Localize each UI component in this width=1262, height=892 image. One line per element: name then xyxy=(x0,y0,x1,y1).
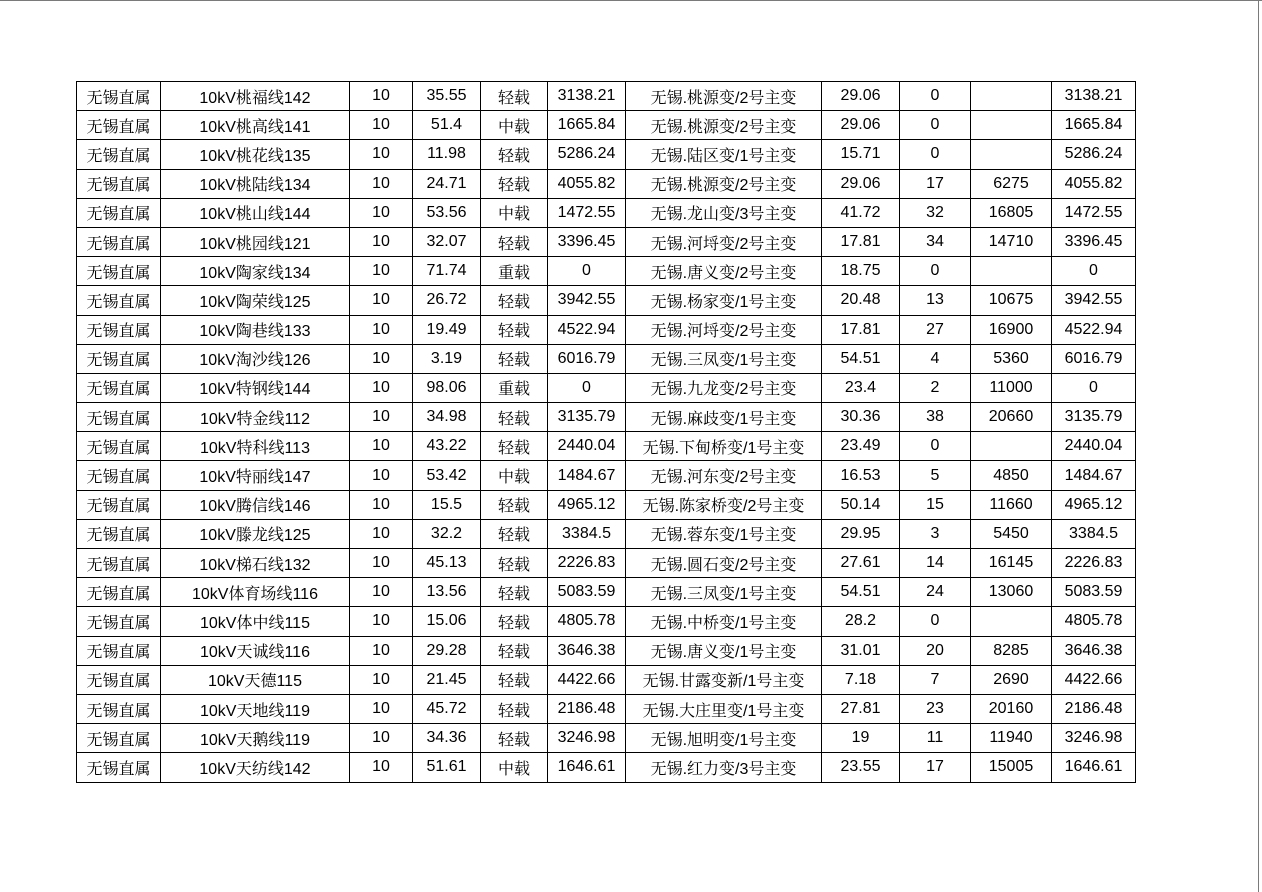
transformer-load-cell: 28.2 xyxy=(822,607,900,636)
user-count-cell: 32 xyxy=(900,198,971,227)
region-cell: 无锡直属 xyxy=(77,286,161,315)
transformer-load-cell: 29.95 xyxy=(822,519,900,548)
table-row xyxy=(77,257,1136,286)
load-status-cell: 轻载 xyxy=(481,169,548,198)
available-capacity-cell: 4965.12 xyxy=(1052,490,1136,519)
load-status-cell: 轻载 xyxy=(481,636,548,665)
capacity-cell: 2226.83 xyxy=(548,549,626,578)
load-status-cell: 轻载 xyxy=(481,724,548,753)
load-rate-cell: 26.72 xyxy=(413,286,481,315)
user-capacity-cell: 11660 xyxy=(971,490,1052,519)
feeder-name-cell: 10kV特钢线144 xyxy=(161,373,350,402)
user-capacity-cell: 16900 xyxy=(971,315,1052,344)
feeder-name-cell: 10kV特丽线147 xyxy=(161,461,350,490)
available-capacity-cell: 5286.24 xyxy=(1052,140,1136,169)
transformer-cell: 无锡.麻歧变/1号主变 xyxy=(626,403,822,432)
voltage-cell: 10 xyxy=(350,724,413,753)
load-status-cell: 轻载 xyxy=(481,140,548,169)
transformer-cell: 无锡.下甸桥变/1号主变 xyxy=(626,432,822,461)
load-rate-cell: 45.13 xyxy=(413,549,481,578)
feeder-name-cell: 10kV梯石线132 xyxy=(161,549,350,578)
page-top-border xyxy=(0,0,1262,1)
transformer-cell: 无锡.旭明变/1号主变 xyxy=(626,724,822,753)
voltage-cell: 10 xyxy=(350,373,413,402)
load-rate-cell: 32.07 xyxy=(413,227,481,256)
voltage-cell: 10 xyxy=(350,753,413,782)
feeder-name-cell: 10kV天地线119 xyxy=(161,694,350,723)
user-capacity-cell: 14710 xyxy=(971,227,1052,256)
load-status-cell: 重载 xyxy=(481,373,548,402)
user-capacity-cell: 6275 xyxy=(971,169,1052,198)
voltage-cell: 10 xyxy=(350,344,413,373)
table-body xyxy=(77,82,1136,783)
table-row xyxy=(77,694,1136,723)
load-rate-cell: 71.74 xyxy=(413,257,481,286)
transformer-load-cell: 54.51 xyxy=(822,344,900,373)
user-count-cell: 4 xyxy=(900,344,971,373)
transformer-load-cell: 41.72 xyxy=(822,198,900,227)
user-count-cell: 34 xyxy=(900,227,971,256)
transformer-cell: 无锡.红力变/3号主变 xyxy=(626,753,822,782)
transformer-cell: 无锡.河埒变/2号主变 xyxy=(626,227,822,256)
region-cell: 无锡直属 xyxy=(77,636,161,665)
region-cell: 无锡直属 xyxy=(77,490,161,519)
available-capacity-cell: 4522.94 xyxy=(1052,315,1136,344)
capacity-cell: 1646.61 xyxy=(548,753,626,782)
table-row xyxy=(77,315,1136,344)
load-status-cell: 轻载 xyxy=(481,607,548,636)
feeder-name-cell: 10kV淘沙线126 xyxy=(161,344,350,373)
voltage-cell: 10 xyxy=(350,315,413,344)
available-capacity-cell: 0 xyxy=(1052,257,1136,286)
capacity-cell: 3246.98 xyxy=(548,724,626,753)
user-count-cell: 15 xyxy=(900,490,971,519)
voltage-cell: 10 xyxy=(350,198,413,227)
capacity-cell: 3942.55 xyxy=(548,286,626,315)
transformer-load-cell: 15.71 xyxy=(822,140,900,169)
table-row xyxy=(77,403,1136,432)
user-capacity-cell: 20160 xyxy=(971,694,1052,723)
voltage-cell: 10 xyxy=(350,82,413,111)
table-row xyxy=(77,578,1136,607)
user-count-cell: 24 xyxy=(900,578,971,607)
load-rate-cell: 35.55 xyxy=(413,82,481,111)
table-row xyxy=(77,607,1136,636)
transformer-cell: 无锡.唐义变/1号主变 xyxy=(626,636,822,665)
user-capacity-cell: 16145 xyxy=(971,549,1052,578)
capacity-cell: 3384.5 xyxy=(548,519,626,548)
load-rate-cell: 43.22 xyxy=(413,432,481,461)
feeder-name-cell: 10kV陶荣线125 xyxy=(161,286,350,315)
voltage-cell: 10 xyxy=(350,403,413,432)
capacity-cell: 0 xyxy=(548,373,626,402)
load-status-cell: 中载 xyxy=(481,111,548,140)
capacity-cell: 5083.59 xyxy=(548,578,626,607)
capacity-cell: 0 xyxy=(548,257,626,286)
load-rate-cell: 15.5 xyxy=(413,490,481,519)
transformer-load-cell: 29.06 xyxy=(822,169,900,198)
capacity-cell: 3396.45 xyxy=(548,227,626,256)
load-rate-cell: 98.06 xyxy=(413,373,481,402)
feeder-name-cell: 10kV腾信线146 xyxy=(161,490,350,519)
user-count-cell: 0 xyxy=(900,607,971,636)
load-status-cell: 轻载 xyxy=(481,227,548,256)
transformer-load-cell: 20.48 xyxy=(822,286,900,315)
user-count-cell: 27 xyxy=(900,315,971,344)
transformer-load-cell: 27.81 xyxy=(822,694,900,723)
user-capacity-cell: 11000 xyxy=(971,373,1052,402)
available-capacity-cell: 3396.45 xyxy=(1052,227,1136,256)
voltage-cell: 10 xyxy=(350,636,413,665)
transformer-load-cell: 7.18 xyxy=(822,665,900,694)
transformer-load-cell: 27.61 xyxy=(822,549,900,578)
transformer-cell: 无锡.陆区变/1号主变 xyxy=(626,140,822,169)
user-count-cell: 3 xyxy=(900,519,971,548)
load-status-cell: 轻载 xyxy=(481,403,548,432)
user-capacity-cell xyxy=(971,432,1052,461)
transformer-cell: 无锡.桃源变/2号主变 xyxy=(626,111,822,140)
available-capacity-cell: 2440.04 xyxy=(1052,432,1136,461)
available-capacity-cell: 3942.55 xyxy=(1052,286,1136,315)
table-row xyxy=(77,461,1136,490)
transformer-cell: 无锡.蓉东变/1号主变 xyxy=(626,519,822,548)
capacity-cell: 3646.38 xyxy=(548,636,626,665)
table-row xyxy=(77,82,1136,111)
transformer-load-cell: 23.49 xyxy=(822,432,900,461)
user-capacity-cell: 16805 xyxy=(971,198,1052,227)
available-capacity-cell: 1484.67 xyxy=(1052,461,1136,490)
user-capacity-cell: 15005 xyxy=(971,753,1052,782)
region-cell: 无锡直属 xyxy=(77,111,161,140)
table-row xyxy=(77,665,1136,694)
user-capacity-cell xyxy=(971,257,1052,286)
table-row xyxy=(77,227,1136,256)
feeder-name-cell: 10kV特金线112 xyxy=(161,403,350,432)
load-status-cell: 轻载 xyxy=(481,344,548,373)
available-capacity-cell: 0 xyxy=(1052,373,1136,402)
transformer-load-cell: 19 xyxy=(822,724,900,753)
user-count-cell: 0 xyxy=(900,257,971,286)
load-status-cell: 轻载 xyxy=(481,82,548,111)
available-capacity-cell: 1665.84 xyxy=(1052,111,1136,140)
voltage-cell: 10 xyxy=(350,490,413,519)
user-count-cell: 14 xyxy=(900,549,971,578)
capacity-cell: 4805.78 xyxy=(548,607,626,636)
available-capacity-cell: 1472.55 xyxy=(1052,198,1136,227)
feeder-name-cell: 10kV桃山线144 xyxy=(161,198,350,227)
transformer-load-cell: 50.14 xyxy=(822,490,900,519)
feeder-name-cell: 10kV陶家线134 xyxy=(161,257,350,286)
load-status-cell: 中载 xyxy=(481,198,548,227)
user-count-cell: 13 xyxy=(900,286,971,315)
load-status-cell: 轻载 xyxy=(481,490,548,519)
user-capacity-cell: 4850 xyxy=(971,461,1052,490)
user-capacity-cell: 5360 xyxy=(971,344,1052,373)
region-cell: 无锡直属 xyxy=(77,257,161,286)
feeder-name-cell: 10kV陶巷线133 xyxy=(161,315,350,344)
user-count-cell: 38 xyxy=(900,403,971,432)
feeder-name-cell: 10kV桃花线135 xyxy=(161,140,350,169)
region-cell: 无锡直属 xyxy=(77,665,161,694)
capacity-cell: 4965.12 xyxy=(548,490,626,519)
capacity-cell: 3138.21 xyxy=(548,82,626,111)
feeder-name-cell: 10kV天德115 xyxy=(161,665,350,694)
available-capacity-cell: 3138.21 xyxy=(1052,82,1136,111)
table-row xyxy=(77,636,1136,665)
region-cell: 无锡直属 xyxy=(77,432,161,461)
user-capacity-cell xyxy=(971,111,1052,140)
region-cell: 无锡直属 xyxy=(77,227,161,256)
voltage-cell: 10 xyxy=(350,257,413,286)
table-row xyxy=(77,549,1136,578)
transformer-load-cell: 16.53 xyxy=(822,461,900,490)
transformer-cell: 无锡.甘露变新/1号主变 xyxy=(626,665,822,694)
transformer-cell: 无锡.大庄里变/1号主变 xyxy=(626,694,822,723)
voltage-cell: 10 xyxy=(350,665,413,694)
load-status-cell: 中载 xyxy=(481,753,548,782)
load-rate-cell: 11.98 xyxy=(413,140,481,169)
transformer-load-cell: 31.01 xyxy=(822,636,900,665)
load-rate-cell: 21.45 xyxy=(413,665,481,694)
region-cell: 无锡直属 xyxy=(77,694,161,723)
load-rate-cell: 32.2 xyxy=(413,519,481,548)
load-rate-cell: 51.4 xyxy=(413,111,481,140)
user-count-cell: 2 xyxy=(900,373,971,402)
transformer-cell: 无锡.桃源变/2号主变 xyxy=(626,82,822,111)
capacity-cell: 1665.84 xyxy=(548,111,626,140)
region-cell: 无锡直属 xyxy=(77,198,161,227)
available-capacity-cell: 3135.79 xyxy=(1052,403,1136,432)
transformer-load-cell: 30.36 xyxy=(822,403,900,432)
load-rate-cell: 15.06 xyxy=(413,607,481,636)
user-count-cell: 0 xyxy=(900,432,971,461)
available-capacity-cell: 4055.82 xyxy=(1052,169,1136,198)
load-rate-cell: 13.56 xyxy=(413,578,481,607)
user-count-cell: 23 xyxy=(900,694,971,723)
user-capacity-cell: 11940 xyxy=(971,724,1052,753)
table-row xyxy=(77,140,1136,169)
feeder-name-cell: 10kV桃福线142 xyxy=(161,82,350,111)
user-count-cell: 0 xyxy=(900,140,971,169)
load-status-cell: 轻载 xyxy=(481,549,548,578)
load-rate-cell: 34.98 xyxy=(413,403,481,432)
load-rate-cell: 19.49 xyxy=(413,315,481,344)
load-status-cell: 中载 xyxy=(481,461,548,490)
region-cell: 无锡直属 xyxy=(77,140,161,169)
transformer-load-cell: 17.81 xyxy=(822,315,900,344)
load-status-cell: 轻载 xyxy=(481,665,548,694)
load-rate-cell: 3.19 xyxy=(413,344,481,373)
region-cell: 无锡直属 xyxy=(77,724,161,753)
feeder-name-cell: 10kV体育场线116 xyxy=(161,578,350,607)
user-capacity-cell xyxy=(971,140,1052,169)
load-rate-cell: 51.61 xyxy=(413,753,481,782)
table-row xyxy=(77,724,1136,753)
region-cell: 无锡直属 xyxy=(77,549,161,578)
user-count-cell: 20 xyxy=(900,636,971,665)
user-count-cell: 0 xyxy=(900,111,971,140)
region-cell: 无锡直属 xyxy=(77,461,161,490)
load-rate-cell: 45.72 xyxy=(413,694,481,723)
capacity-cell: 1472.55 xyxy=(548,198,626,227)
capacity-cell: 4422.66 xyxy=(548,665,626,694)
load-rate-cell: 29.28 xyxy=(413,636,481,665)
capacity-cell: 6016.79 xyxy=(548,344,626,373)
load-status-cell: 轻载 xyxy=(481,315,548,344)
available-capacity-cell: 5083.59 xyxy=(1052,578,1136,607)
feeder-name-cell: 10kV天诚线116 xyxy=(161,636,350,665)
available-capacity-cell: 4805.78 xyxy=(1052,607,1136,636)
feeder-name-cell: 10kV天鹅线119 xyxy=(161,724,350,753)
transformer-cell: 无锡.三凤变/1号主变 xyxy=(626,578,822,607)
available-capacity-cell: 2186.48 xyxy=(1052,694,1136,723)
load-rate-cell: 34.36 xyxy=(413,724,481,753)
table-row xyxy=(77,519,1136,548)
transformer-cell: 无锡.唐义变/2号主变 xyxy=(626,257,822,286)
user-count-cell: 17 xyxy=(900,169,971,198)
voltage-cell: 10 xyxy=(350,111,413,140)
available-capacity-cell: 3646.38 xyxy=(1052,636,1136,665)
voltage-cell: 10 xyxy=(350,694,413,723)
voltage-cell: 10 xyxy=(350,461,413,490)
table-row xyxy=(77,344,1136,373)
region-cell: 无锡直属 xyxy=(77,82,161,111)
capacity-cell: 4055.82 xyxy=(548,169,626,198)
available-capacity-cell: 1646.61 xyxy=(1052,753,1136,782)
transformer-load-cell: 29.06 xyxy=(822,111,900,140)
capacity-cell: 3135.79 xyxy=(548,403,626,432)
region-cell: 无锡直属 xyxy=(77,607,161,636)
feeder-name-cell: 10kV桃陆线134 xyxy=(161,169,350,198)
transformer-cell: 无锡.陈家桥变/2号主变 xyxy=(626,490,822,519)
load-status-cell: 重载 xyxy=(481,257,548,286)
region-cell: 无锡直属 xyxy=(77,753,161,782)
transformer-cell: 无锡.龙山变/3号主变 xyxy=(626,198,822,227)
transformer-load-cell: 54.51 xyxy=(822,578,900,607)
capacity-cell: 2440.04 xyxy=(548,432,626,461)
user-capacity-cell: 2690 xyxy=(971,665,1052,694)
region-cell: 无锡直属 xyxy=(77,344,161,373)
available-capacity-cell: 4422.66 xyxy=(1052,665,1136,694)
user-capacity-cell: 8285 xyxy=(971,636,1052,665)
feeder-name-cell: 10kV桃园线121 xyxy=(161,227,350,256)
load-rate-cell: 53.56 xyxy=(413,198,481,227)
feeder-load-table xyxy=(76,81,1136,783)
user-count-cell: 7 xyxy=(900,665,971,694)
table-row xyxy=(77,111,1136,140)
transformer-cell: 无锡.九龙变/2号主变 xyxy=(626,373,822,402)
voltage-cell: 10 xyxy=(350,578,413,607)
table-row xyxy=(77,373,1136,402)
user-capacity-cell: 13060 xyxy=(971,578,1052,607)
feeder-name-cell: 10kV天纺线142 xyxy=(161,753,350,782)
user-count-cell: 11 xyxy=(900,724,971,753)
transformer-cell: 无锡.杨家变/1号主变 xyxy=(626,286,822,315)
user-capacity-cell xyxy=(971,82,1052,111)
transformer-cell: 无锡.圆石变/2号主变 xyxy=(626,549,822,578)
feeder-name-cell: 10kV体中线115 xyxy=(161,607,350,636)
transformer-cell: 无锡.中桥变/1号主变 xyxy=(626,607,822,636)
user-count-cell: 17 xyxy=(900,753,971,782)
transformer-cell: 无锡.河埒变/2号主变 xyxy=(626,315,822,344)
table-row xyxy=(77,432,1136,461)
user-capacity-cell: 5450 xyxy=(971,519,1052,548)
capacity-cell: 2186.48 xyxy=(548,694,626,723)
voltage-cell: 10 xyxy=(350,227,413,256)
region-cell: 无锡直属 xyxy=(77,373,161,402)
feeder-name-cell: 10kV桃高线141 xyxy=(161,111,350,140)
load-status-cell: 轻载 xyxy=(481,286,548,315)
load-status-cell: 轻载 xyxy=(481,519,548,548)
transformer-cell: 无锡.桃源变/2号主变 xyxy=(626,169,822,198)
transformer-cell: 无锡.三凤变/1号主变 xyxy=(626,344,822,373)
table-row xyxy=(77,169,1136,198)
voltage-cell: 10 xyxy=(350,549,413,578)
load-status-cell: 轻载 xyxy=(481,578,548,607)
voltage-cell: 10 xyxy=(350,140,413,169)
transformer-load-cell: 23.4 xyxy=(822,373,900,402)
transformer-load-cell: 23.55 xyxy=(822,753,900,782)
voltage-cell: 10 xyxy=(350,169,413,198)
transformer-load-cell: 18.75 xyxy=(822,257,900,286)
capacity-cell: 1484.67 xyxy=(548,461,626,490)
region-cell: 无锡直属 xyxy=(77,519,161,548)
user-count-cell: 0 xyxy=(900,82,971,111)
load-rate-cell: 53.42 xyxy=(413,461,481,490)
capacity-cell: 4522.94 xyxy=(548,315,626,344)
available-capacity-cell: 3246.98 xyxy=(1052,724,1136,753)
transformer-cell: 无锡.河东变/2号主变 xyxy=(626,461,822,490)
voltage-cell: 10 xyxy=(350,519,413,548)
transformer-load-cell: 29.06 xyxy=(822,82,900,111)
load-status-cell: 轻载 xyxy=(481,432,548,461)
voltage-cell: 10 xyxy=(350,432,413,461)
available-capacity-cell: 6016.79 xyxy=(1052,344,1136,373)
user-capacity-cell xyxy=(971,607,1052,636)
feeder-name-cell: 10kV特科线113 xyxy=(161,432,350,461)
table-row xyxy=(77,286,1136,315)
available-capacity-cell: 2226.83 xyxy=(1052,549,1136,578)
region-cell: 无锡直属 xyxy=(77,403,161,432)
load-status-cell: 轻载 xyxy=(481,694,548,723)
table-row xyxy=(77,753,1136,782)
region-cell: 无锡直属 xyxy=(77,578,161,607)
region-cell: 无锡直属 xyxy=(77,315,161,344)
feeder-name-cell: 10kV滕龙线125 xyxy=(161,519,350,548)
transformer-load-cell: 17.81 xyxy=(822,227,900,256)
capacity-cell: 5286.24 xyxy=(548,140,626,169)
user-capacity-cell: 10675 xyxy=(971,286,1052,315)
user-count-cell: 5 xyxy=(900,461,971,490)
voltage-cell: 10 xyxy=(350,607,413,636)
table-row xyxy=(77,198,1136,227)
region-cell: 无锡直属 xyxy=(77,169,161,198)
load-rate-cell: 24.71 xyxy=(413,169,481,198)
table-row xyxy=(77,490,1136,519)
user-capacity-cell: 20660 xyxy=(971,403,1052,432)
page-right-border xyxy=(1258,0,1259,892)
voltage-cell: 10 xyxy=(350,286,413,315)
available-capacity-cell: 3384.5 xyxy=(1052,519,1136,548)
